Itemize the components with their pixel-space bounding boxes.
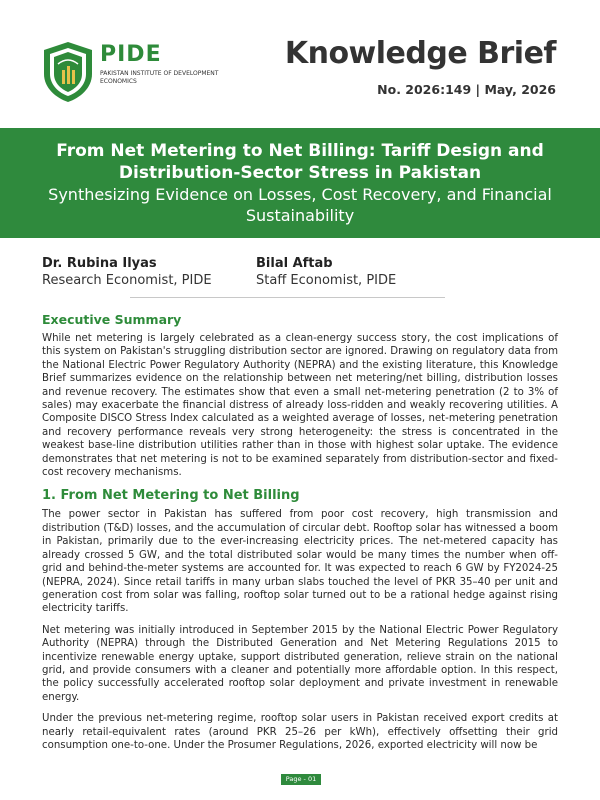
executive-summary-heading: Executive Summary bbox=[42, 312, 182, 327]
title-banner bbox=[0, 128, 600, 238]
page-number-badge: Page - 01 bbox=[281, 774, 321, 785]
author-role: Research Economist, PIDE bbox=[42, 273, 212, 288]
executive-summary-text: While net metering is largely celebrated as a clean-energy success story, the cost implications of this system on Pakistan's struggling distribution sector are ignored. Drawing on regulatory data from the National Electric Power Regulatory Authority (NEPRA) and the existing literature, this Knowledge Brief summarizes evidence on the relationship between net metering/net billing, distribution losses and revenue recovery. The estimates show that even a small net-metering penetration (2 to 3% of sales) may exacerbate the financial distress of already loss-ridden and weakly recovering utilities. A Composite DISCO Stress Index calculated as a weighted average of losses, net-metering penetration and recovery performance reveals very strong heterogeneity: the stress is concentrated in the weakest base-line distribution utilities rather than in those with highest solar uptake. The evidence demonstrates that net metering is not to be examined separately from distribution-sector and fixed-cost recovery mechanisms. bbox=[42, 333, 558, 479]
pide-logo-emblem bbox=[40, 40, 96, 104]
authors-block bbox=[42, 255, 562, 295]
document-header bbox=[0, 0, 600, 128]
main-content bbox=[42, 312, 558, 760]
brief-title: From Net Metering to Net Billing: Tariff Design and Distribution-Sector Stress in Pakistan bbox=[56, 141, 544, 183]
author-name: Bilal Aftab bbox=[256, 256, 333, 271]
logo-text bbox=[100, 44, 220, 85]
section-1-heading: 1. From Net Metering to Net Billing bbox=[42, 488, 300, 504]
logo-subtitle: PAKISTAN INSTITUTE OF DEVELOPMENT ECONOMICS bbox=[100, 70, 219, 85]
section-1-paragraph: The power sector in Pakistan has suffered from poor cost recovery, high transmission and distribution (T&D) losses, and the accumulation of circular debt. Rooftop solar has witnessed a boom in Pakistan, primarily due to the ever-increasing electricity prices. The net-metered capacity has already crossed 5 GW, and the total distributed solar would be many times the number when off-grid and behind-the-meter systems are accounted for. It was expected to reach 6 GW by FY2024-25 (NEPRA, 2024). Since retail tariffs in many urban slabs touched the level of PKR 35–40 per unit and generation cost from solar was falling, rooftop solar turned out to be a rational hedge against rising electricity tariffs. bbox=[42, 509, 558, 615]
section-1-paragraph: Under the previous net-metering regime, rooftop solar users in Pakistan received export credits at nearly retail-equivalent rates (around PKR 25–26 per kWh), effectively offsetting their grid consumption one-to-one. Under the Prosumer Regulations, 2026, exported electricity will now be bbox=[42, 713, 558, 751]
author-1 bbox=[42, 255, 212, 289]
author-role: Staff Economist, PIDE bbox=[256, 273, 397, 288]
author-name: Dr. Rubina Ilyas bbox=[42, 256, 157, 271]
logo-name: PIDE bbox=[100, 42, 162, 67]
brief-subtitle: Synthesizing Evidence on Losses, Cost Recovery, and Financial Sustainability bbox=[48, 185, 552, 225]
document-type-title: Knowledge Brief bbox=[284, 36, 556, 71]
section-1-paragraph: Net metering was initially introduced in September 2015 by the National Electric Power Regulatory Authority (NEPRA) through the Distributed Generation and Net Metering Regulations 2015 to incentivize renewable energy uptake, support distributed generation, relieve strain on the national grid, and provide consumers with a cleaner and potentially more affordable option. In this respect, the policy successfully accelerated rooftop solar deployment and private investment in renewable energy. bbox=[42, 624, 558, 703]
author-divider bbox=[130, 297, 445, 298]
document-number: No. 2026:149 | May, 2026 bbox=[377, 82, 556, 97]
author-2 bbox=[256, 255, 396, 289]
